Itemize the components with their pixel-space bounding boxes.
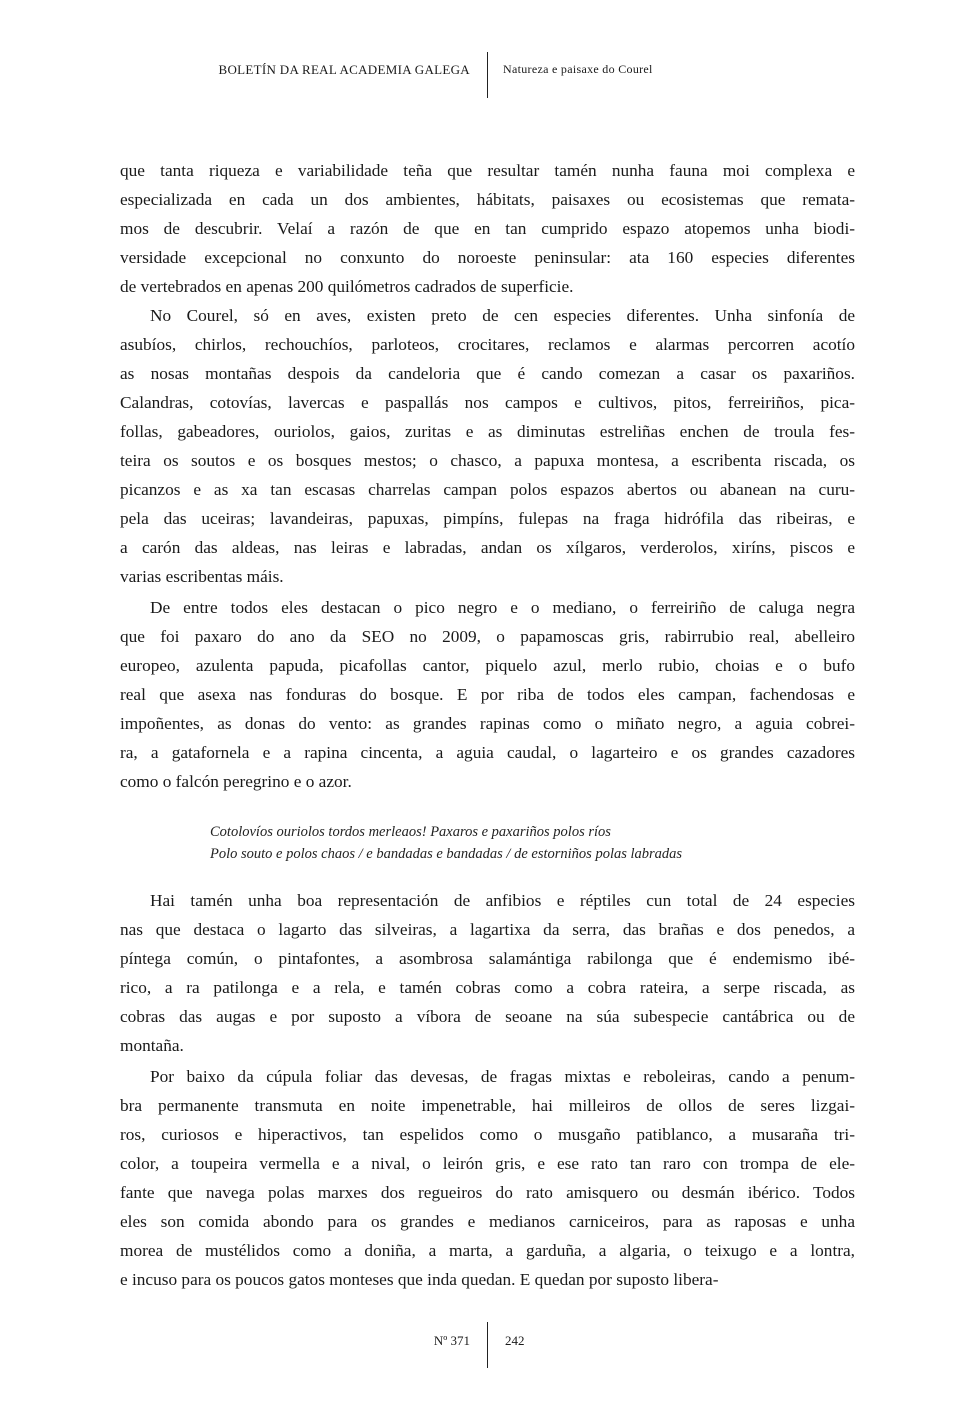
text-line: color, a toupeira vermella e a nival, o leirón gris, e ese rato tan raro con trompa de ele- — [120, 1154, 855, 1173]
text-line: Por baixo da cúpula foliar das devesas, de fragas mixtas e reboleiras, cando a penum- — [150, 1067, 855, 1086]
text-line: fante que navega polas marxes dos regueiros do rato amisquero ou desmán ibérico. Todos — [120, 1183, 855, 1202]
poem-line: Polo souto e polos chaos / e bandadas e bandadas / de estorniños polas labradas — [210, 846, 683, 862]
text-line: a carón das aldeas, nas leiras e labradas, andan os xílgaros, verderolos, xiríns, piscos e — [120, 538, 855, 557]
text-line: versidade excepcional no conxunto do noroeste peninsular: ata 160 especies diferentes — [120, 248, 855, 267]
poem-line: Cotolovíos ouriolos tordos merleaos! Paxaros e paxariños polos ríos — [210, 824, 611, 840]
text-line: No Courel, só en aves, existen preto de cen especies diferentes. Unha sinfonía de — [150, 306, 855, 325]
text-line: as nosas montañas despois da candeloria que é cando comezan a casar os paxariños. — [120, 364, 855, 383]
text-line: europeo, azulenta papuda, picafollas cantor, piquelo azul, merlo rubio, choias e o bufo — [120, 656, 855, 675]
journal-title: BOLETÍN DA REAL ACADEMIA GALEGA — [218, 62, 470, 77]
text-line: mos de descubrir. Velaí a razón de que en tan cumprido espazo atopemos unha biodi- — [120, 219, 855, 238]
text-line: picanzos e as xa tan escasas charrelas campan polos espazos abertos ou abanean na curu- — [120, 480, 855, 499]
article-title: Natureza e paisaxe do Courel — [503, 62, 653, 76]
header-divider — [487, 52, 488, 98]
issue-number: Nº 371 — [433, 1333, 470, 1348]
text-line: ros, curiosos e hiperactivos, tan espelidos como o musgaño patiblanco, a musaraña tri- — [120, 1125, 855, 1144]
body-paragraph — [120, 886, 855, 1060]
text-line: Hai tamén unha boa representación de anfibios e réptiles cun total de 24 especies — [150, 891, 855, 910]
text-line: montaña. — [120, 1036, 184, 1055]
text-line: bra permanente transmuta en noite impenetrable, hai milleiros de ollos de seres lizgai- — [120, 1096, 855, 1115]
text-line: e incuso para os poucos gatos monteses que inda quedan. E quedan por suposto libera- — [120, 1270, 719, 1289]
text-line: nas que destaca o lagarto das silveiras, a lagartixa da serra, das brañas e dos penedos, a — [120, 920, 855, 939]
text-line: de vertebrados en apenas 200 quilómetros cadrados de superficie. — [120, 277, 574, 296]
body-paragraph — [120, 1062, 855, 1294]
text-line: varias escribentas máis. — [120, 567, 284, 586]
poem-quote — [210, 821, 682, 865]
text-line: rico, a ra patilonga e a rela, e tamén cobras como a cobra rateira, a serpe riscada, as — [120, 978, 855, 997]
text-line: eles son comida abondo para os grandes e medianos carniceiros, para as raposas e unha — [120, 1212, 855, 1231]
text-line: morea de mustélidos como a doniña, a marta, a garduña, a algaria, o teixugo e a lontra, — [120, 1241, 855, 1260]
body-paragraph — [120, 156, 855, 301]
text-line: píntega común, o pintafontes, a asombrosa salamántiga rabilonga que é endemismo ibé- — [120, 949, 855, 968]
text-line: que foi paxaro do ano da SEO no 2009, o papamoscas gris, rabirrubio real, abelleiro — [120, 627, 855, 646]
text-line: impoñentes, as donas do vento: as grandes rapinas como o miñato negro, a aguia cobrei- — [120, 714, 855, 733]
text-line: real que asexa nas fonduras do bosque. E por riba de todos eles campan, fachendosas e — [120, 685, 855, 704]
page-number: 242 — [505, 1333, 525, 1348]
text-line: como o falcón peregrino e o azor. — [120, 772, 352, 791]
text-line: De entre todos eles destacan o pico negro e o mediano, o ferreiriño de caluga negra — [150, 598, 855, 617]
text-line: cobras das augas e por suposto a víbora de seoane na súa subespecie cantábrica ou de — [120, 1007, 855, 1026]
text-line: teira os soutos e os bosques mestos; o chasco, a papuxa montesa, a escribenta riscada, os — [120, 451, 855, 470]
footer-divider — [487, 1322, 488, 1368]
text-line: Calandras, cotovías, lavercas e paspallás nos campos e cultivos, pitos, ferreiriños, pica- — [120, 393, 855, 412]
text-line: ra, a gatafornela e a rapina cincenta, a aguia caudal, o lagarteiro e os grandes cazadores — [120, 743, 855, 762]
body-paragraph — [120, 301, 855, 591]
body-paragraph — [120, 593, 855, 796]
text-line: que tanta riqueza e variabilidade teña que resultar tamén nunha fauna moi complexa e — [120, 161, 855, 180]
text-line: asubíos, chirlos, rechouchíos, parloteos, crocitares, reclamos e alarmas percorren acotío — [120, 335, 855, 354]
text-line: pela das uceiras; lavandeiras, papuxas, pimpíns, fulepas na fraga hidrófila das ribeiras, e — [120, 509, 855, 528]
text-line: especializada en cada un dos ambientes, hábitats, paisaxes ou ecosistemas que remata- — [120, 190, 855, 209]
text-line: follas, gabeadores, ouriolos, gaios, zuritas e as diminutas estreliñas enchen de troula fes- — [120, 422, 855, 441]
